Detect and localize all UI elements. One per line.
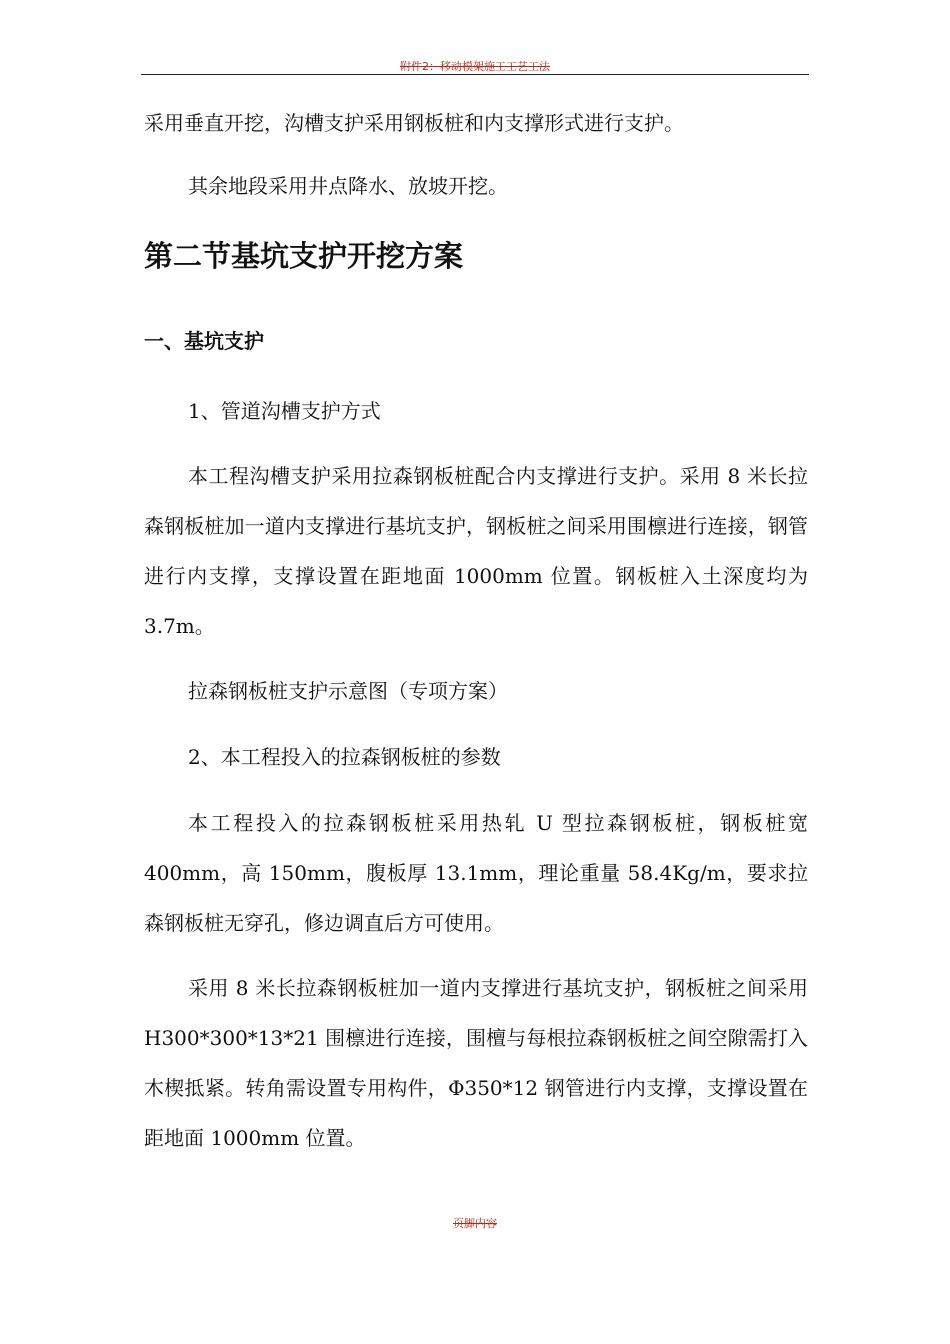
section-title: 第二节基坑支护开挖方案 xyxy=(144,239,464,273)
paragraph-6: 采用 8 米长拉森钢板桩加一道内支撑进行基坑支护，钢板桩之间采用 H300*300*13*21 围檩进行连接，围檀与每根拉森钢板桩之间空隙需打入木楔抵紧。转角需设置专用构件，Φ350*12 钢管进行内支撑，支撑设置在距地面 1000mm 位置。 xyxy=(144,976,808,1150)
subsection-title: 一、基坑支护 xyxy=(144,329,264,353)
item-1-title: 1、管道沟槽支护方式 xyxy=(188,399,381,423)
paragraph-3: 本工程沟槽支护采用拉森钢板桩配合内支撑进行支护。采用 8 米长拉森钢板桩加一道内支撑进行基坑支护，钢板桩之间采用围檩进行连接，钢管进行内支撑，支撑设置在距地面 1000mm 位置。钢板桩入土深度均为 3.7m。 xyxy=(144,464,808,638)
page-footer: 页脚内容 xyxy=(453,1217,497,1230)
paragraph-5: 本工程投入的拉森钢板桩采用热轧 U 型拉森钢板桩，钢板桩宽 400mm，高 150mm，腹板厚 13.1mm，理论重量 58.4Kg/m，要求拉森钢板桩无穿孔，修边调直后方可使用。 xyxy=(144,811,808,935)
paragraph-2: 其余地段采用井点降水、放坡开挖。 xyxy=(188,174,508,198)
paragraph-1: 采用垂直开挖，沟槽支护采用钢板桩和内支撑形式进行支护。 xyxy=(144,111,684,135)
page-header: 附件2：移动模架施工工艺工法 xyxy=(400,60,550,73)
paragraph-4: 拉森钢板桩支护示意图（专项方案） xyxy=(188,679,508,703)
item-2-title: 2、本工程投入的拉森钢板桩的参数 xyxy=(188,745,501,769)
header-divider xyxy=(141,74,809,75)
